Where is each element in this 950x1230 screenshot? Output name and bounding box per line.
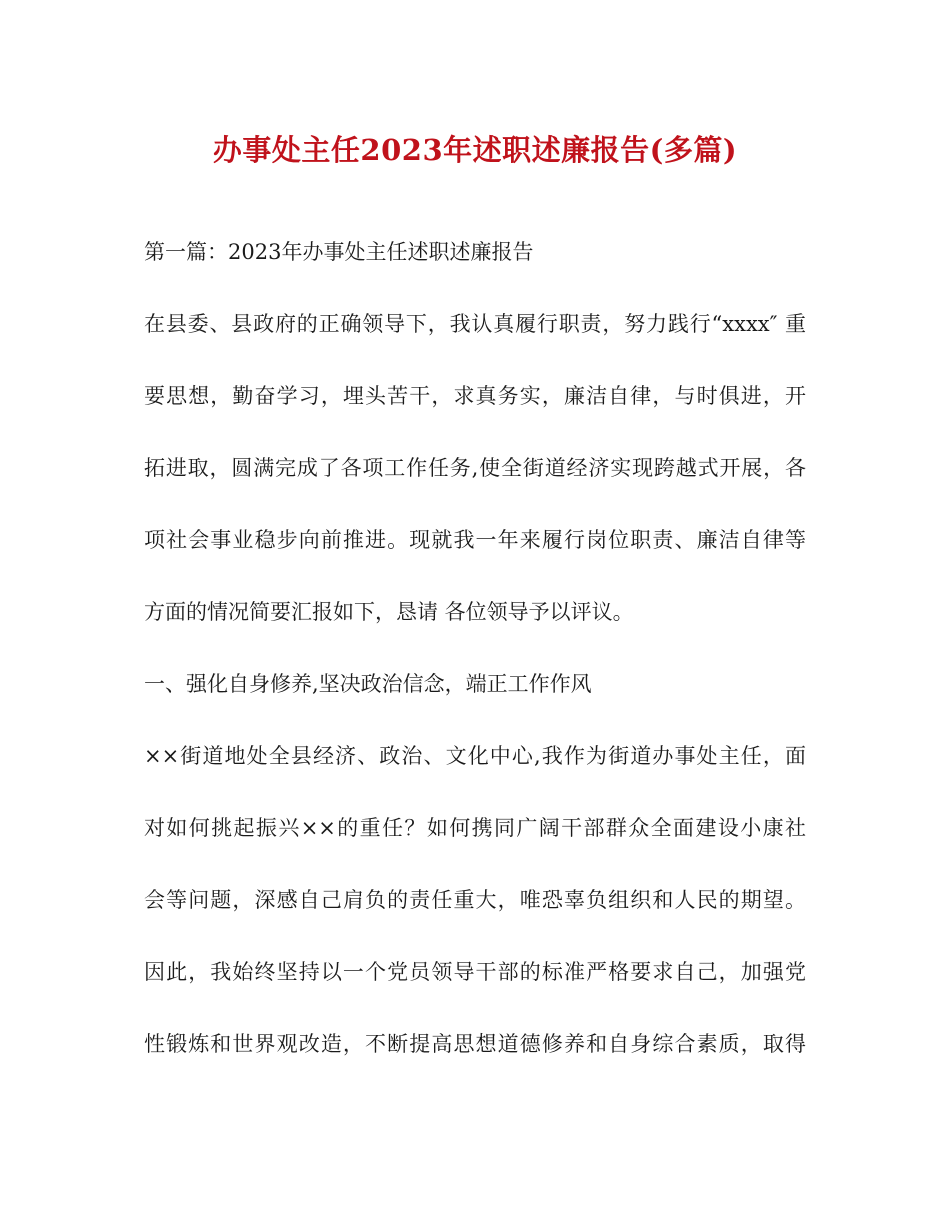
paragraph-line: 拓进取，圆满完成了各项工作任务,使全街道经济实现跨越式开展，各 — [144, 456, 806, 480]
paragraph-line: 性锻炼和世界观改造，不断提高思想道德修养和自身综合素质，取得 — [144, 1032, 806, 1056]
section-heading-part-one: 第一篇：2023年办事处主任述职述廉报告 — [144, 240, 534, 264]
paragraph-line: 对如何挑起振兴××的重任？如何携同广阔干部群众全面建设小康社 — [144, 816, 806, 840]
document-title: 办事处主任2023年述职述廉报告(多篇) — [212, 133, 738, 167]
paragraph-line: 在县委、县政府的正确领导下，我认真履行职责，努力践行“xxxx″ 重 — [144, 312, 806, 336]
paragraph-line: ××街道地处全县经济、政治、文化中心,我作为街道办事处主任，面 — [144, 744, 806, 768]
paragraph-line: 项社会事业稳步向前推进。现就我一年来履行岗位职责、廉洁自律等 — [144, 528, 806, 552]
paragraph-line: 因此，我始终坚持以一个党员领导干部的标准严格要求自己，加强党 — [144, 960, 806, 984]
paragraph-line: 要思想，勤奋学习，埋头苦干，求真务实，廉洁自律，与时俱进，开 — [144, 384, 806, 408]
paragraph-line: 方面的情况简要汇报如下，恳请 各位领导予以评议。 — [144, 600, 634, 624]
subsection-heading: 一、强化自身修养,坚决政治信念，端正工作作风 — [144, 672, 592, 696]
paragraph-line: 会等问题，深感自己肩负的责任重大，唯恐辜负组织和人民的期望。 — [144, 888, 806, 912]
